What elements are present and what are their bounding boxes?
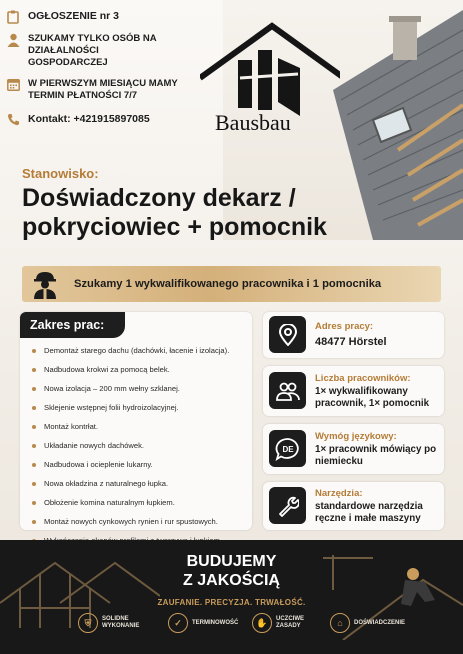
scope-item: Montaż nowych cynkowych rynien i rur spustowych. — [32, 517, 229, 527]
job-title: Doświadczony dekarz / pokryciowiec + pomocnik — [22, 184, 327, 241]
feature-experience — [330, 613, 405, 633]
contact-row[interactable] — [6, 113, 179, 127]
worker-icon — [30, 269, 60, 299]
footer-line2: Z JAKOŚCIĄ — [183, 572, 280, 589]
address-card — [263, 312, 444, 358]
shield-icon: ⛨ — [78, 613, 98, 633]
handshake-icon: ✋ — [252, 613, 272, 633]
people-icon — [276, 381, 300, 401]
feature-label: UCZCIWE ZASADY — [276, 616, 304, 629]
payment-text: W PIERWSZYM MIESIĄCU MAMY TERMIN PŁATNOŚCI 7/7 — [28, 78, 178, 101]
tools-value: standardowe narzędzia ręczne i małe maszyny — [315, 501, 423, 524]
scope-item: Nadbudowa i ocieplenie lukarny. — [32, 460, 229, 470]
footer-tagline: ZAUFANIE. PRECYZJA. TRWAŁOŚĆ. — [157, 598, 306, 607]
house-icon: ⌂ — [330, 613, 350, 633]
bullet-icon — [32, 349, 36, 353]
calendar-icon — [6, 78, 20, 92]
banner-text: Szukamy 1 wykwalifikowanego pracownika i 1 pomocnika — [74, 278, 382, 290]
footer-line1: BUDUJEMY — [186, 553, 277, 570]
bullet-icon — [32, 444, 36, 448]
bullet-icon — [32, 463, 36, 467]
feature-label: TERMINOWOŚĆ — [192, 619, 239, 626]
bullet-icon — [32, 368, 36, 372]
location-pin-icon — [278, 324, 298, 346]
phone-icon — [6, 113, 20, 127]
clipboard-icon — [6, 10, 20, 24]
scope-heading-box — [20, 312, 125, 338]
tools-icon-box — [269, 487, 306, 524]
footer-band — [0, 540, 463, 654]
requirement-row — [6, 33, 179, 69]
bullet-icon — [32, 387, 36, 391]
speech-bubble-icon — [275, 437, 301, 461]
feature-label: SOLIDNE WYKONANIE — [102, 616, 140, 629]
bullet-icon — [32, 425, 36, 429]
contact-phone[interactable]: Kontakt: +421915897085 — [28, 113, 150, 125]
feature-solid — [78, 613, 142, 633]
feature-timely — [168, 613, 238, 633]
hiring-banner — [22, 266, 441, 302]
scope-item: Obłożenie komina naturalnym łupkiem. — [32, 498, 229, 508]
ad-number-row — [6, 10, 179, 24]
scope-item: Układanie nowych dachówek. — [32, 441, 229, 451]
payment-row — [6, 78, 179, 102]
scope-item: Nowa izolacja – 200 mm wełny szklanej. — [32, 384, 229, 394]
language-value: 1× pracownik mówiący po niemiecku — [315, 444, 437, 467]
scope-panel — [20, 312, 252, 530]
bullet-icon — [32, 501, 36, 505]
scope-heading: Zakres prac: — [30, 318, 105, 332]
scope-item: Nowa okładzina z naturalnego łupka. — [32, 479, 229, 489]
position-label: Stanowisko: — [22, 166, 99, 181]
workers-icon-box — [269, 372, 306, 409]
ad-number: OGŁOSZENIE nr 3 — [28, 10, 120, 22]
brand-name: Bausbau — [215, 110, 291, 135]
scope-item: Montaż kontrłat. — [32, 422, 229, 432]
requirement-text: SZUKAMY TYLKO OSÓB NA DZIAŁALNOŚCI GOSPODARCZEJ — [28, 33, 157, 68]
feature-label: DOŚWIADCZENIE — [354, 619, 405, 626]
address-value: 48477 Hörstel — [315, 336, 387, 348]
bullet-icon — [32, 520, 36, 524]
language-card — [263, 424, 444, 474]
info-box — [6, 10, 179, 140]
address-icon-box — [269, 316, 306, 353]
bullet-icon — [32, 482, 36, 486]
tools-card — [263, 482, 444, 530]
check-icon: ✓ — [168, 613, 188, 633]
workers-label: Liczba pracowników: — [315, 373, 411, 384]
wrench-icon — [277, 495, 299, 517]
person-icon — [6, 33, 20, 47]
bullet-icon — [32, 406, 36, 410]
scope-item: Nadbudowa krokwi za pomocą belek. — [32, 365, 229, 375]
scope-list — [32, 346, 229, 555]
language-badge: DE — [281, 444, 294, 454]
scope-item: Sklejenie wstępnej folii hydroizolacyjnej. — [32, 403, 229, 413]
workers-value: 1× wykwalifikowany pracownik, 1× pomocnik — [315, 386, 430, 409]
tools-label: Narzędzia: — [315, 488, 363, 499]
scope-item: Demontaż starego dachu (dachówki, łacenie i izolacja). — [32, 346, 229, 356]
workers-card — [263, 366, 444, 416]
language-label: Wymóg językowy: — [315, 431, 397, 442]
language-icon-box — [269, 430, 306, 467]
address-label: Adres pracy: — [315, 321, 374, 332]
feature-fair — [252, 613, 306, 633]
